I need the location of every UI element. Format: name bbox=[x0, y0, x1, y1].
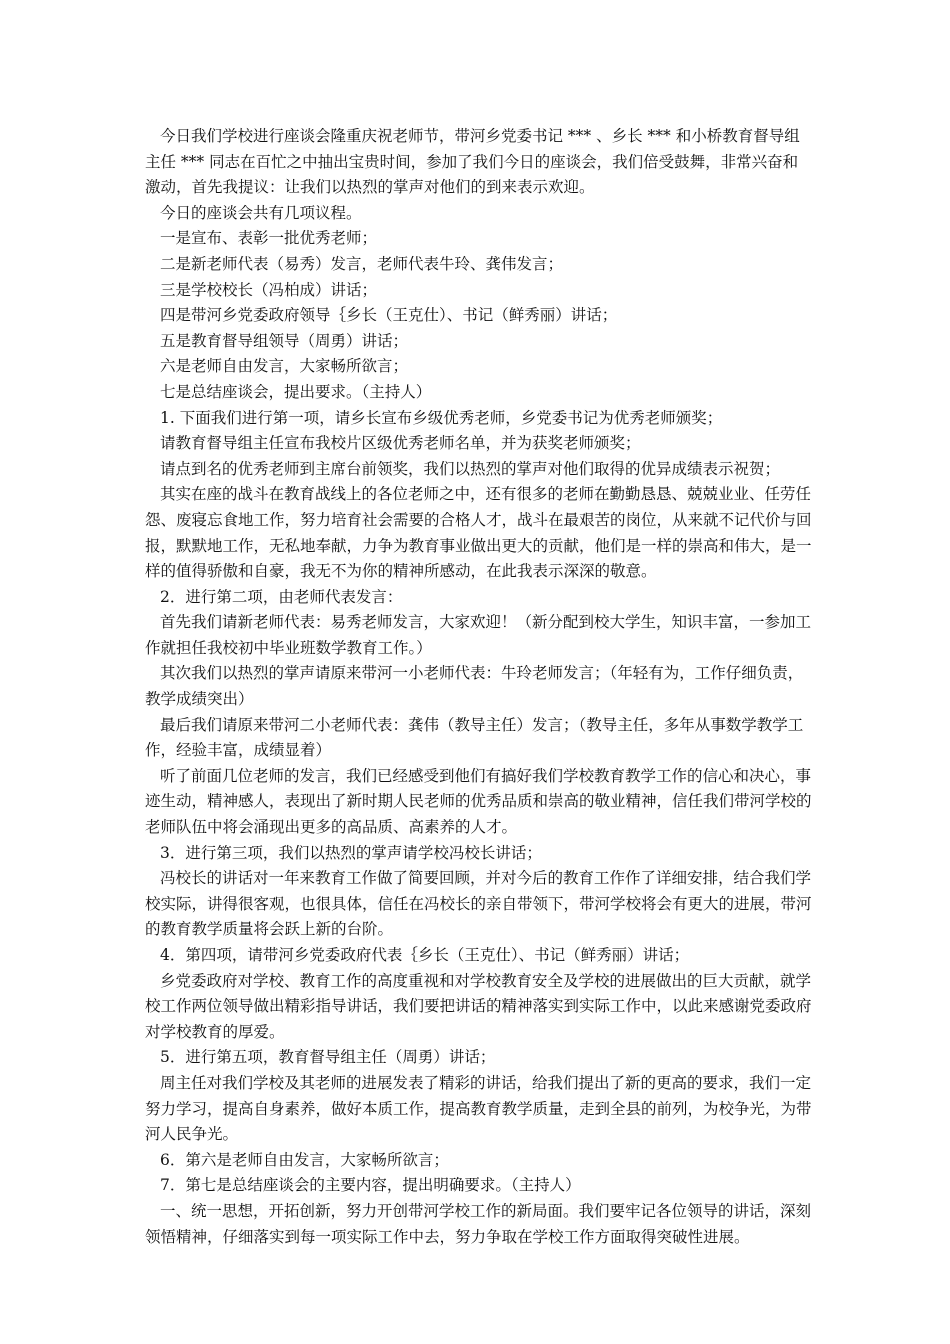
agenda-item-3: 三是学校校长（冯柏成）讲话； bbox=[160, 280, 378, 299]
section-2-paragraph: 听了前面几位老师的发言，我们已经感受到他们有搞好我们学校教育教学工作的信心和决心，事迹生动，精神感人，表现出了新时期人民老师的优秀品质和崇高的敬业精神，信任我们带河学校的老师队伍中将会涌现出更多的高品质、高素养的人才。 bbox=[145, 766, 812, 837]
paragraph-opening: 今日我们学校进行座谈会隆重庆祝老师节，带河乡党委书记 *** 、乡长 *** 和小桥教育督导组主任 *** 同志在百忙之中抽出宝贵时间，参加了我们今日的座谈会，我们倍受鼓舞，非常兴奋和激动，首先我提议：让我们以热烈的掌声对他们的到来表示欢迎。 bbox=[145, 127, 800, 197]
section-5-paragraph: 周主任对我们学校及其老师的进展发表了精彩的讲话，给我们提出了新的更高的要求，我们一定努力学习，提高自身素养，做好本质工作，提高教育教学质量，走到全县的前列，为校争光，为带河人民争光。 bbox=[145, 1073, 812, 1144]
section-3-heading: 3．进行第三项，我们以热烈的掌声请学校冯校长讲话； bbox=[160, 843, 542, 862]
section-3-paragraph: 冯校长的讲话对一年来教育工作做了简要回顾，并对今后的教育工作作了详细安排，结合我们学校实际，讲得很客观，也很具体，信任在冯校长的亲自带领下，带河学校将会有更大的进展，带河的教育教学质量将会跃上新的台阶。 bbox=[145, 869, 812, 939]
section-2-paragraph: 其次我们以热烈的掌声请原来带河一小老师代表：牛玲老师发言；（年轻有为，工作仔细负责，教学成绩突出） bbox=[145, 664, 804, 709]
section-2-paragraph: 首先我们请新老师代表：易秀老师发言，大家欢迎！（新分配到校大学生，知识丰富，一参加工作就担任我校初中毕业班数学教育工作。） bbox=[145, 613, 812, 657]
section-1-paragraph: 请教育督导组主任宣布我校片区级优秀老师名单，并为获奖老师颁奖； bbox=[160, 434, 641, 453]
section-7-heading: 7．第七是总结座谈会的主要内容，提出明确要求。（主持人） bbox=[160, 1176, 581, 1195]
section-1-paragraph: 其实在座的战斗在教育战线上的各位老师之中，还有很多的老师在勤勤恳恳、兢兢业业、任劳任怨、废寝忘食地工作，努力培育社会需要的合格人才，战斗在最艰苦的岗位，从来就不记代价与回报，默默地工作，无私地奉献，力争为教育事业做出更大的贡献，他们是一样的崇高和伟大，是一样的值得骄傲和自豪，我无不为你的精神所感动，在此我表示深深的敬意。 bbox=[145, 485, 812, 581]
agenda-item-5: 五是教育督导组领导（周勇）讲话； bbox=[160, 331, 409, 350]
section-4-paragraph: 乡党委政府对学校、教育工作的高度重视和对学校教育安全及学校的进展做出的巨大贡献，就学校工作两位领导做出精彩指导讲话，我们要把讲话的精神落实到实际工作中，以此来感谢党委政府对学校教育的厚爱。 bbox=[145, 971, 812, 1041]
section-5-heading: 5．进行第五项，教育督导组主任（周勇）讲话； bbox=[160, 1048, 496, 1067]
agenda-item-2: 二是新老师代表（易秀）发言，老师代表牛玲、龚伟发言； bbox=[160, 254, 564, 273]
section-1-paragraph: 请点到名的优秀老师到主席台前领奖，我们以热烈的掌声对他们取得的优异成绩表示祝贺； bbox=[160, 459, 781, 478]
agenda-item-7: 七是总结座谈会，提出要求。（主持人） bbox=[160, 382, 432, 401]
document-page bbox=[145, 124, 813, 1250]
paragraph-agenda-intro: 今日的座谈会共有几项议程。 bbox=[160, 203, 362, 222]
agenda-item-1: 一是宣布、表彰一批优秀老师； bbox=[160, 229, 378, 248]
agenda-item-4: 四是带河乡党委政府领导｛乡长（王克仕）、书记（鲜秀丽）讲话； bbox=[160, 306, 618, 325]
section-2-heading: 2．进行第二项，由老师代表发言： bbox=[160, 587, 403, 606]
section-1-heading: 1. 下面我们进行第一项，请乡长宣布乡级优秀老师，乡党委书记为优秀老师颁奖； bbox=[160, 408, 723, 427]
section-7-paragraph: 一、统一思想，开拓创新，努力开创带河学校工作的新局面。我们要牢记各位领导的讲话，深刻领悟精神，仔细落实到每一项实际工作中去，努力争取在学校工作方面取得突破性进展。 bbox=[145, 1201, 812, 1246]
section-4-heading: 4．第四项，请带河乡党委政府代表｛乡长（王克仕）、书记（鲜秀丽）讲话； bbox=[160, 946, 690, 964]
section-2-paragraph: 最后我们请原来带河二小老师代表：龚伟（教导主任）发言；（教导主任，多年从事数学教学工作，经验丰富，成绩显着） bbox=[145, 715, 804, 760]
section-6-heading: 6．第六是老师自由发言，大家畅所欲言； bbox=[160, 1150, 449, 1169]
agenda-item-6: 六是老师自由发言，大家畅所欲言； bbox=[160, 357, 409, 376]
